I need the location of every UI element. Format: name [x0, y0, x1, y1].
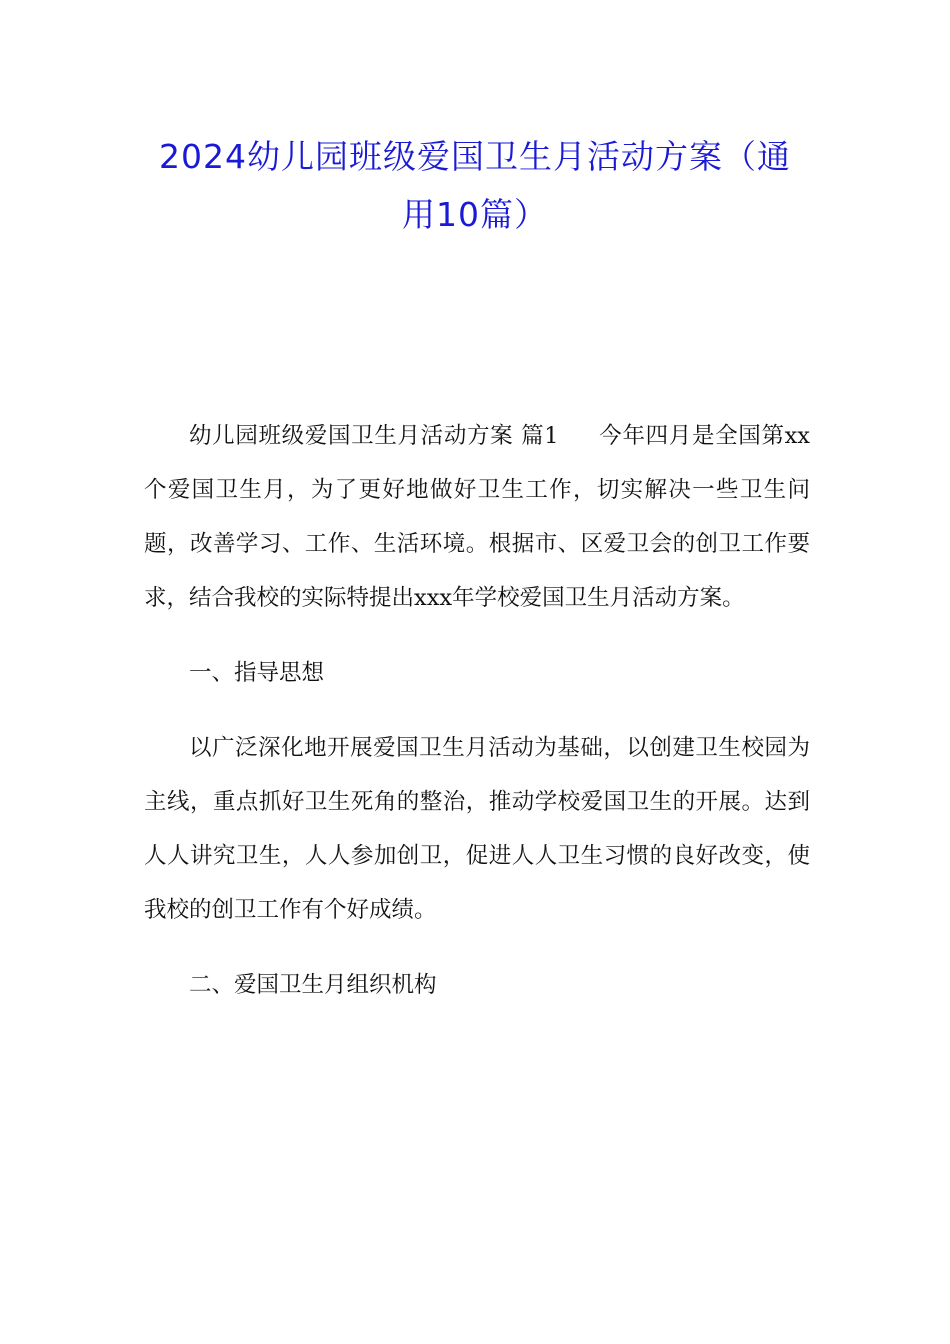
document-body — [144, 409, 810, 1033]
section-heading-organization: 二、爱国卫生月组织机构 — [189, 972, 437, 998]
section-heading-guiding-thought: 一、指导思想 — [189, 660, 325, 686]
intro-lead: 幼儿园班级爱国卫生月活动方案 篇1 — [189, 423, 559, 449]
title-line-1: 2024幼儿园班级爱国卫生月活动方案（通 — [159, 137, 791, 176]
document-title — [0, 128, 950, 244]
title-line-2: 用10篇） — [402, 195, 548, 234]
intro-text: 今年四月是全国第xx个爱国卫生月，为了更好地做好卫生工作，切实解决一些卫生问题，改善学习、工作、生活环境。根据市、区爱卫会的创卫工作要求，结合我校的实际特提出xxx年学校爱国卫生月活动方案。 — [144, 423, 810, 611]
intro-paragraph — [144, 409, 810, 625]
section-paragraph-guiding-thought: 以广泛深化地开展爱国卫生月活动为基础，以创建卫生校园为主线，重点抓好卫生死角的整治，推动学校爱国卫生的开展。达到人人讲究卫生，人人参加创卫，促进人人卫生习惯的良好改变，使我校的创卫工作有个好成绩。 — [144, 735, 810, 923]
